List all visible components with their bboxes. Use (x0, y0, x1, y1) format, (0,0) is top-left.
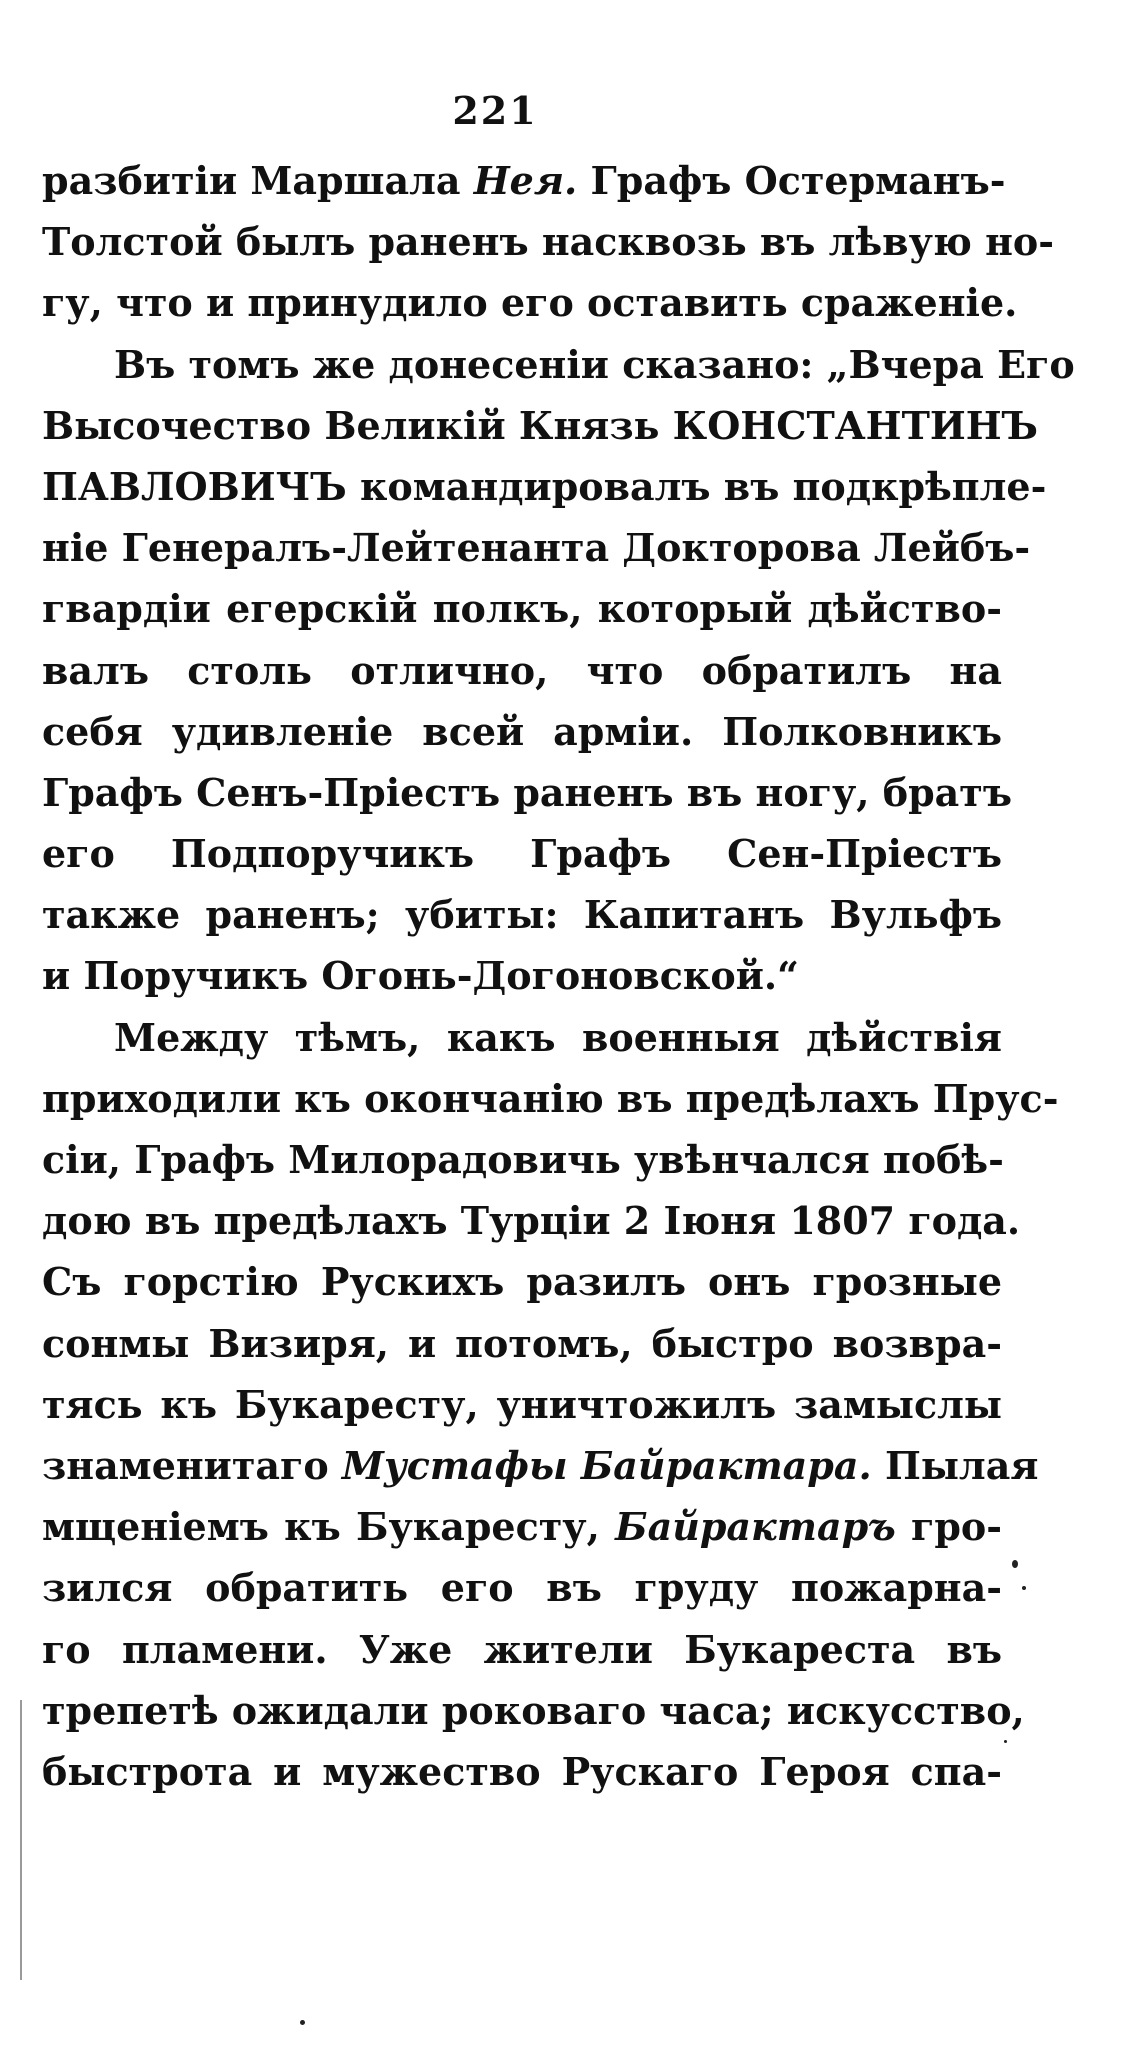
text-line (42, 1496, 1002, 1557)
text-segment: сонмы Визиря, и потомъ, быстро возвра- (42, 1320, 1002, 1366)
text-line (42, 211, 1055, 272)
text-segment: Съ горстію Рускихъ разилъ онъ грозные (42, 1259, 1002, 1305)
text-line (42, 395, 1039, 456)
text-segment: гу, что и принудило его оставить сраженіе. (42, 280, 1018, 326)
text-line (42, 578, 1002, 639)
text-segment: ніе Генералъ-Лейтенанта Докторова Лейбъ- (42, 525, 1031, 571)
text-line (42, 1313, 1002, 1374)
body-text (42, 150, 1075, 1802)
text-segment: разбитіи Маршала (42, 158, 474, 203)
text-line (42, 272, 1018, 333)
text-line (42, 1251, 1002, 1312)
ink-speck (1012, 1560, 1018, 1568)
margin-rule (20, 1700, 22, 1980)
text-line (42, 456, 1047, 517)
text-segment: Графъ Остерманъ- (577, 158, 1006, 203)
text-segment: Толстой былъ раненъ насквозь въ лѣвую но- (42, 219, 1055, 265)
text-segment: Графъ Сенъ-Пріестъ раненъ въ ногу, братъ (42, 769, 1012, 815)
page-number: 221 (452, 88, 538, 133)
text-line (42, 334, 1075, 395)
italic-name: Байрактаръ (615, 1504, 896, 1550)
text-line (42, 884, 1002, 945)
text-segment: го пламени. Уже жители Букареста въ (42, 1626, 1002, 1672)
text-segment: приходили къ окончанію въ предѣлахъ Прус- (42, 1075, 1059, 1121)
text-segment: и Поручикъ Огонь-Догоновской.“ (42, 953, 799, 999)
text-line (42, 823, 1002, 884)
text-line (42, 640, 1002, 701)
text-segment: трепетѣ ожидали роковаго часа; искусство, (42, 1687, 1025, 1733)
text-segment: также раненъ; убиты: Капитанъ Вульфъ (42, 892, 1002, 938)
text-segment: дою въ предѣлахъ Турціи 2 Іюня 1807 года. (42, 1198, 1021, 1244)
text-segment: ПАВЛОВИЧЪ командировалъ въ подкрѣпле- (42, 463, 1047, 509)
text-line (42, 1129, 1002, 1190)
text-line (42, 1741, 1002, 1802)
text-segment: зился обратить его въ груду пожарна- (42, 1565, 1002, 1611)
text-line (42, 1557, 1002, 1618)
text-segment: тясь къ Букаресту, уничтожилъ замыслы (42, 1381, 1002, 1427)
text-segment: гро- (895, 1504, 1003, 1550)
ink-speck (300, 2020, 305, 2025)
text-segment: сіи, Графъ Милорадовичь увѣнчался побѣ- (42, 1137, 1004, 1182)
text-segment: знаменитаго (42, 1442, 342, 1488)
text-segment: его Подпоручикъ Графъ Сен-Пріестъ (42, 831, 1002, 877)
text-line (42, 150, 1006, 211)
text-line (42, 1190, 1021, 1251)
text-segment: Между тѣмъ, какъ военныя дѣйствія (114, 1014, 1002, 1060)
text-line (42, 1068, 1059, 1129)
text-line (42, 1374, 1002, 1435)
ink-speck (1022, 1586, 1026, 1590)
text-segment: себя удивленіе всей арміи. Полковникъ (42, 708, 1002, 754)
text-segment: Высочество Великій Князь КОНСТАНТИНЪ (42, 402, 1039, 448)
text-segment: мщеніемъ къ Букаресту, (42, 1504, 616, 1550)
text-line (42, 517, 1031, 578)
text-segment: гвардіи егерскій полкъ, который дѣйство- (42, 586, 1002, 632)
italic-name: Нея. (473, 158, 578, 203)
text-segment: Пылая (871, 1442, 1039, 1488)
text-segment: Въ томъ же донесеніи сказано: „Вчера Его (114, 341, 1075, 387)
text-line (42, 1435, 1039, 1496)
text-line (42, 1680, 1025, 1741)
text-line (42, 945, 1002, 1006)
text-line (42, 762, 1012, 823)
text-line (42, 1007, 1002, 1068)
text-line (42, 1619, 1002, 1680)
text-line (42, 701, 1002, 762)
ink-speck (1004, 1740, 1007, 1743)
text-segment: быстрота и мужество Рускаго Героя спа- (42, 1748, 1002, 1794)
italic-name: Мустафы Байрактара. (341, 1442, 872, 1488)
text-segment: валъ столь отлично, что обратилъ на (42, 647, 1002, 693)
